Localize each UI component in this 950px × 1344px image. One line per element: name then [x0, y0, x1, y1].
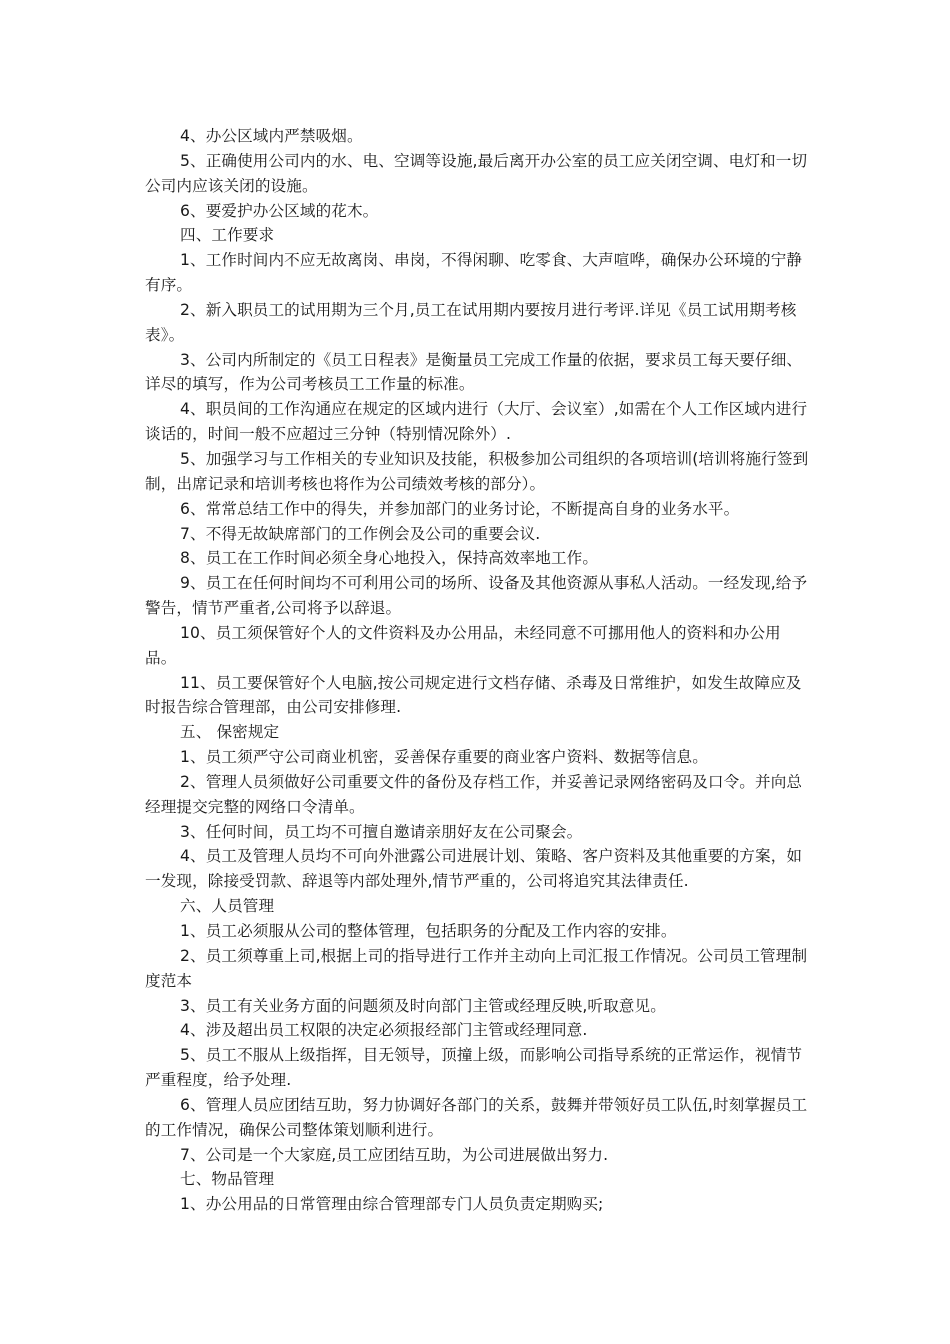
paragraph: 4、员工及管理人员均不可向外泄露公司进展计划、策略、客户资料及其他重要的方案，如一发现，除接受罚款、辞退等内部处理外,情节严重的，公司将追究其法律责任.	[145, 847, 803, 891]
paragraph: 4、职员间的工作沟通应在规定的区域内进行（大厅、会议室）,如需在个人工作区域内进行谈话的，时间一般不应超过三分钟（特别情况除外）.	[145, 400, 808, 444]
paragraph: 1、办公用品的日常管理由综合管理部专门人员负责定期购买;	[180, 1195, 604, 1214]
paragraph: 11、员工要保管好个人电脑,按公司规定进行文档存储、杀毒及日常维护，如发生故障应及时报告综合管理部，由公司安排修理.	[145, 673, 802, 717]
paragraph: 1、工作时间内不应无故离岗、串岗，不得闲聊、吃零食、大声喧哗，确保办公环境的宁静有序。	[145, 251, 803, 295]
paragraph: 4、办公区域内严禁吸烟。	[180, 127, 363, 145]
paragraph: 10、员工须保管好个人的文件资料及办公用品，未经同意不可挪用他人的资料和办公用品。	[145, 623, 781, 667]
paragraph: 6、要爱护办公区域的花木。	[180, 201, 379, 220]
paragraph: 5、员工不服从上级指挥，目无领导，顶撞上级，而影响公司指导系统的正常运作，视情节严重程度，给予处理.	[145, 1046, 803, 1090]
paragraph: 2、员工须尊重上司,根据上司的指导进行工作并主动向上司汇报工作情况。公司员工管理制度范本	[145, 946, 808, 990]
paragraph: 1、员工必须服从公司的整体管理，包括职务的分配及工作内容的安排。	[180, 922, 677, 940]
paragraph: 4、涉及超出员工权限的决定必须报经部门主管或经理同意.	[180, 1021, 588, 1040]
paragraph: 3、公司内所制定的《员工日程表》是衡量员工完成工作量的依据，要求员工每天要仔细、详尽的填写，作为公司考核员工工作量的标准。	[145, 350, 803, 394]
paragraph: 5、加强学习与工作相关的专业知识及技能，积极参加公司组织的各项培训(培训将施行签到制，出席记录和培训考核也将作为公司绩效考核的部分）。	[145, 449, 809, 493]
paragraph: 2、新入职员工的试用期为三个月,员工在试用期内要按月进行考评.详见《员工试用期考核表》。	[145, 300, 797, 344]
paragraph: 3、员工有关业务方面的问题须及时向部门主管或经理反映,听取意见。	[180, 996, 666, 1015]
section-heading: 六、人员管理	[180, 897, 275, 916]
paragraph: 9、员工在任何时间均不可利用公司的场所、设备及其他资源从事私人活动。一经发现,给予警告，情节严重者,公司将予以辞退。	[145, 574, 808, 618]
paragraph: 7、公司是一个大家庭,员工应团结互助，为公司进展做出努力.	[180, 1145, 609, 1164]
paragraph: 7、不得无故缺席部门的工作例会及公司的重要会议.	[180, 524, 541, 543]
paragraph: 6、常常总结工作中的得失，并参加部门的业务讨论，不断提高自身的业务水平。	[180, 499, 740, 518]
document-body	[145, 124, 810, 1217]
paragraph: 2、管理人员须做好公司重要文件的备份及存档工作，并妥善记录网络密码及口令。并向总经理提交完整的网络口令清单。	[145, 772, 803, 816]
paragraph: 5、正确使用公司内的水、电、空调等设施,最后离开办公室的员工应关闭空调、电灯和一切公司内应该关闭的设施。	[145, 151, 808, 195]
paragraph: 8、员工在工作时间必须全身心地投入，保持高效率地工作。	[180, 549, 599, 568]
section-heading: 五、 保密规定	[180, 723, 280, 742]
section-heading: 七、物品管理	[180, 1170, 275, 1189]
section-heading: 四、工作要求	[180, 226, 275, 245]
paragraph: 1、员工须严守公司商业机密，妥善保存重要的商业客户资料、数据等信息。	[180, 748, 708, 767]
paragraph: 3、任何时间，员工均不可擅自邀请亲朋好友在公司聚会。	[180, 822, 583, 841]
paragraph: 6、管理人员应团结互助，努力协调好各部门的关系，鼓舞并带领好员工队伍,时刻掌握员工的工作情况，确保公司整体策划顺利进行。	[145, 1095, 808, 1139]
